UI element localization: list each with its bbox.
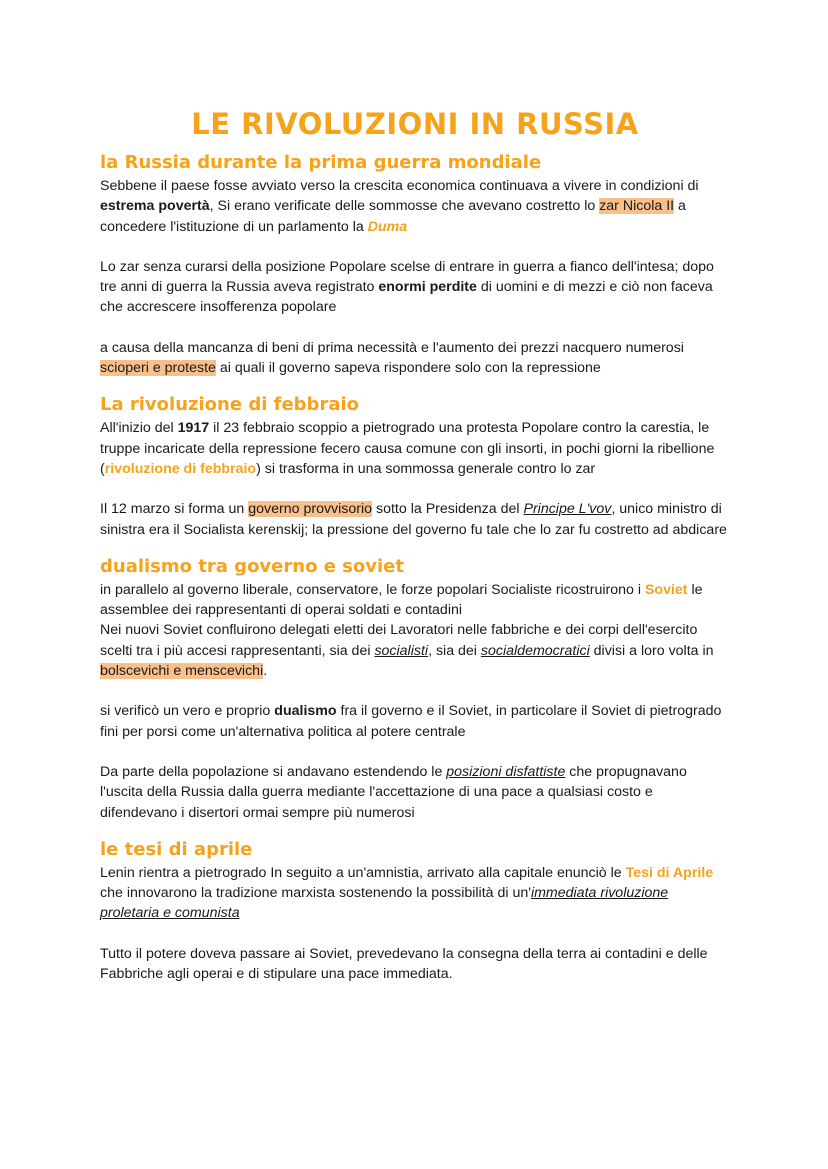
heading-russia-war: la Russia durante la prima guerra mondiale [100,152,542,173]
text: ai quali il governo sapeva rispondere solo con la repressione [215,360,601,377]
text: Da parte della popolazione si andavano estendendo le [100,763,447,780]
text: All'inizio del [100,420,178,437]
text: Il 12 marzo si forma un [100,501,249,518]
accent-text: rivoluzione di febbraio [104,460,257,477]
text: Lo zar senza curarsi della posizione Popolare scelse di entrare in guerra a fianco dell'intesa; dopo tre anni di guerra la Russia aveva registrato [100,258,714,296]
underlined-text: socialisti [374,642,429,659]
text: in parallelo al governo liberale, conservatore, le forze popolari Socialiste ricostruirono i [100,581,645,598]
paragraph [100,499,730,540]
text: le assemblee dei rappresentanti di operai soldati e contadini [100,581,703,619]
accent-text: Duma [367,218,408,235]
text: , Si erano verificate delle sommosse che avevano costretto lo [209,198,600,215]
paragraph [100,701,730,742]
highlighted-text: scioperi e proteste [100,360,216,377]
bold-text: dualismo [274,703,337,720]
text: di uomini e di mezzi e ciò non faceva che accrescere insofferenza popolare [100,279,713,316]
paragraph [100,418,730,479]
highlighted-text: governo provvisorio [248,501,373,518]
paragraph [100,257,730,318]
highlighted-text: bolscevichi e menscevichi [100,663,264,680]
text: divisi a loro volta in [589,642,714,659]
text: a causa della mancanza di beni di prima necessità e l'aumento dei prezzi nacquero numerosi [100,339,684,356]
heading-february-revolution: La rivoluzione di febbraio [100,394,360,416]
text: . [263,663,268,680]
underlined-text: Principe L'vov [523,501,612,518]
paragraph: Tutto il potere doveva passare ai Soviet, prevedevano la consegna della terra ai contadini e delle Fabbriche agli operai e di stipulare una pace immediata. [100,945,708,983]
heading-april-theses: le tesi di aprile [100,838,253,860]
document-title: LE RIVOLUZIONI IN RUSSIA [191,107,639,141]
paragraph [100,338,730,379]
text: si verificò un vero e proprio [100,703,275,720]
underlined-text: socialdemocratici [480,642,590,659]
text: sotto la Presidenza del [372,501,524,518]
text: Sebbene il paese fosse avviato verso la crescita economica continuava a vivere in condizioni di [100,178,699,194]
text: che innovarono la tradizione marxista sostenendo la possibilità di un' [100,885,531,902]
heading-dualism: dualismo tra governo e soviet [100,555,404,577]
accent-text: Soviet [644,581,688,598]
underlined-text: posizioni disfattiste [446,763,566,780]
bold-text: enormi perdite [378,279,477,296]
text: , unico ministro di sinistra era il Socialista kerenskij; la pressione del governo fu tale che lo zar fu costretto ad abdicare [100,501,727,538]
text: , sia dei [428,642,481,659]
paragraph [100,176,730,237]
text: a concedere l'istituzione di un parlamento la [100,198,686,235]
bold-text: estrema povertà [100,198,210,215]
paragraph [100,580,730,681]
accent-text: Tesi di Aprile [625,864,714,881]
highlighted-text: zar Nicola II [599,198,675,215]
document-page [100,104,730,984]
paragraph [100,863,730,924]
underlined-text: immediata rivoluzione proletaria e comunista [100,885,669,922]
text: ) si trasforma in una sommossa generale contro lo zar [256,460,596,477]
text: fra il governo e il Soviet, in particolare il Soviet di pietrogrado fini per porsi come un'alternativa politica al potere centrale [100,703,722,740]
text: il 23 febbraio scoppio a pietrogrado una protesta Popolare contro la carestia, le truppe incaricate della repressione fecero causa comune con gli insorti, in pochi giorni la ribellione ( [100,420,715,477]
bold-text: 1917 [177,420,210,437]
text: Nei nuovi Soviet confluirono delegati eletti dei Lavoratori nelle fabbriche e dei corpi dell'esercito scelti tra i più accesi rappresentanti, sia dei [100,622,698,659]
paragraph [100,762,730,823]
text: Lenin rientra a pietrogrado In seguito a un'amnistia, arrivato alla capitale enunciò le [100,864,626,881]
text: che propugnavano l'uscita della Russia dalla guerra mediante l'accettazione di una pace a qualsiasi costo e difendevano i disertori ormai sempre più numerosi [100,763,687,821]
